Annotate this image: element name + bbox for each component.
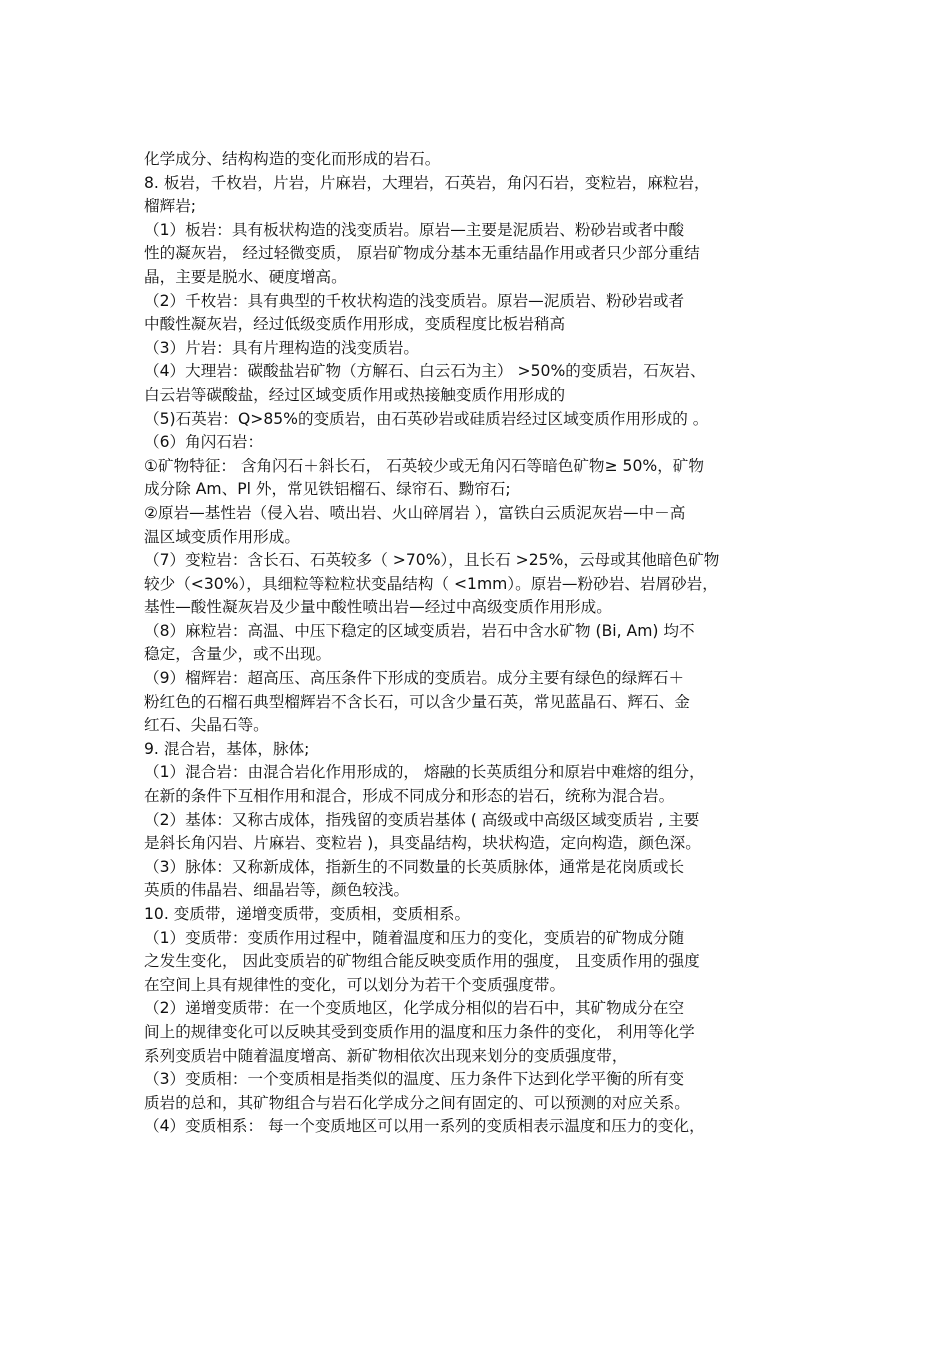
- text-line: 在新的条件下互相作用和混合，形成不同成分和形态的岩石，统称为混合岩。: [144, 787, 675, 806]
- text-line: （1）混合岩：由混合岩化作用形成的， 熔融的长英质组分和原岩中难熔的组分，: [144, 763, 705, 782]
- text-line: 化学成分、结构构造的变化而形成的岩石。: [144, 150, 441, 168]
- text-line: ①矿物特征： 含角闪石＋斜长石， 石英较少或无角闪石等暗色矿物≥ 50%，矿物: [144, 456, 704, 475]
- text-line: 在空间上具有规律性的变化，可以划分为若干个变质强度带。: [144, 975, 566, 994]
- text-line: （4）大理岩：碳酸盐岩矿物（方解石、白云石为主） >50%的变质岩，石灰岩、: [144, 362, 706, 381]
- text-line: 中酸性凝灰岩，经过低级变质作用形成，变质程度比板岩稍高: [144, 315, 566, 334]
- text-line: 系列变质岩中随着温度增高、新矿物相依次出现来划分的变质强度带，: [144, 1046, 628, 1065]
- text-line: （1）板岩：具有板状构造的浅变质岩。原岩—主要是泥质岩、粉砂岩或者中酸: [144, 220, 685, 239]
- text-line: 之发生变化， 因此变质岩的矿物组合能反映变质作用的强度， 且变质作用的强度: [144, 952, 700, 971]
- text-line: （2）基体：又称古成体，指残留的变质岩基体 ( 高级或中高级区域变质岩 , 主要: [144, 810, 700, 829]
- text-line: （5)石英岩：Q>85%的变质岩，由石英砂岩或硅质岩经过区域变质作用形成的 。: [144, 409, 709, 428]
- text-line: 白云岩等碳酸盐，经过区域变质作用或热接触变质作用形成的: [144, 385, 566, 404]
- text-line: 红石、尖晶石等。: [144, 716, 269, 735]
- text-line: （2）递增变质带：在一个变质地区，化学成分相似的岩石中，其矿物成分在空: [144, 999, 685, 1018]
- text-line: （2）千枚岩：具有典型的千枚状构造的浅变质岩。原岩—泥质岩、粉砂岩或者: [144, 291, 685, 310]
- text-line: （9）榴辉岩：超高压、高压条件下形成的变质岩。成分主要有绿色的绿辉石＋: [144, 669, 685, 688]
- text-line: 成分除 Am、Pl 外，常见铁铝榴石、绿帘石、黝帘石;: [144, 480, 511, 499]
- text-line: 是斜长角闪岩、片麻岩、变粒岩 )，具变晶结构，块状构造，定向构造，颜色深。: [144, 834, 701, 853]
- text-line: 粉红色的石榴石典型榴辉岩不含长石，可以含少量石英，常见蓝晶石、辉石、金: [144, 692, 690, 711]
- text-line: （4）变质相系： 每一个变质地区可以用一系列的变质相表示温度和压力的变化，: [144, 1117, 705, 1136]
- text-line: 质岩的总和，其矿物组合与岩石化学成分之间有固定的、可以预测的对应关系。: [144, 1093, 690, 1112]
- text-line: 较少（<30%），具细粒等粒粒状变晶结构（ <1mm）。原岩—粉砂岩、岩屑砂岩，: [144, 574, 718, 593]
- text-line: （1）变质带：变质作用过程中，随着温度和压力的变化，变质岩的矿物成分随: [144, 928, 685, 947]
- text-line: 9. 混合岩，基体，脉体;: [144, 739, 310, 758]
- text-line: （3）变质相：一个变质相是指类似的温度、压力条件下达到化学平衡的所有变: [144, 1070, 685, 1089]
- text-line: 10. 变质带，递增变质带，变质相，变质相系。: [144, 905, 471, 923]
- text-line: ②原岩—基性岩（侵入岩、喷出岩、火山碎屑岩 ），富铁白云质泥灰岩—中－高: [144, 503, 686, 522]
- text-line: 晶，主要是脱水、硬度增高。: [144, 267, 347, 286]
- text-line: 8. 板岩，千枚岩，片岩，片麻岩，大理岩，石英岩，角闪石岩，变粒岩，麻粒岩，: [144, 173, 710, 192]
- text-line: （7）变粒岩：含长石、石英较多（ >70%），且长石 >25%，云母或其他暗色矿物: [144, 551, 720, 570]
- text-line: （8）麻粒岩：高温、中压下稳定的区域变质岩，岩石中含水矿物 (Bi, Am) 均不: [144, 621, 695, 640]
- text-line: （6）角闪石岩：: [144, 433, 264, 452]
- text-line: （3）片岩：具有片理构造的浅变质岩。: [144, 338, 420, 357]
- text-line: 性的凝灰岩， 经过轻微变质， 原岩矿物成分基本无重结晶作用或者只少部分重结: [144, 244, 700, 263]
- text-line: 温区域变质作用形成。: [144, 527, 300, 546]
- document-body: [144, 148, 814, 1139]
- text-line: 稳定，含量少，或不出现。: [144, 645, 332, 664]
- text-line: （3）脉体：又称新成体，指新生的不同数量的长英质脉体，通常是花岗质或长: [144, 857, 685, 876]
- text-line: 基性—酸性凝灰岩及少量中酸性喷出岩—经过中高级变质作用形成。: [144, 598, 612, 617]
- text-line: 间上的规律变化可以反映其受到变质作用的温度和压力条件的变化， 利用等化学: [144, 1022, 695, 1041]
- text-line: 榴辉岩;: [144, 197, 197, 216]
- text-line: 英质的伟晶岩、细晶岩等，颜色较浅。: [144, 881, 410, 900]
